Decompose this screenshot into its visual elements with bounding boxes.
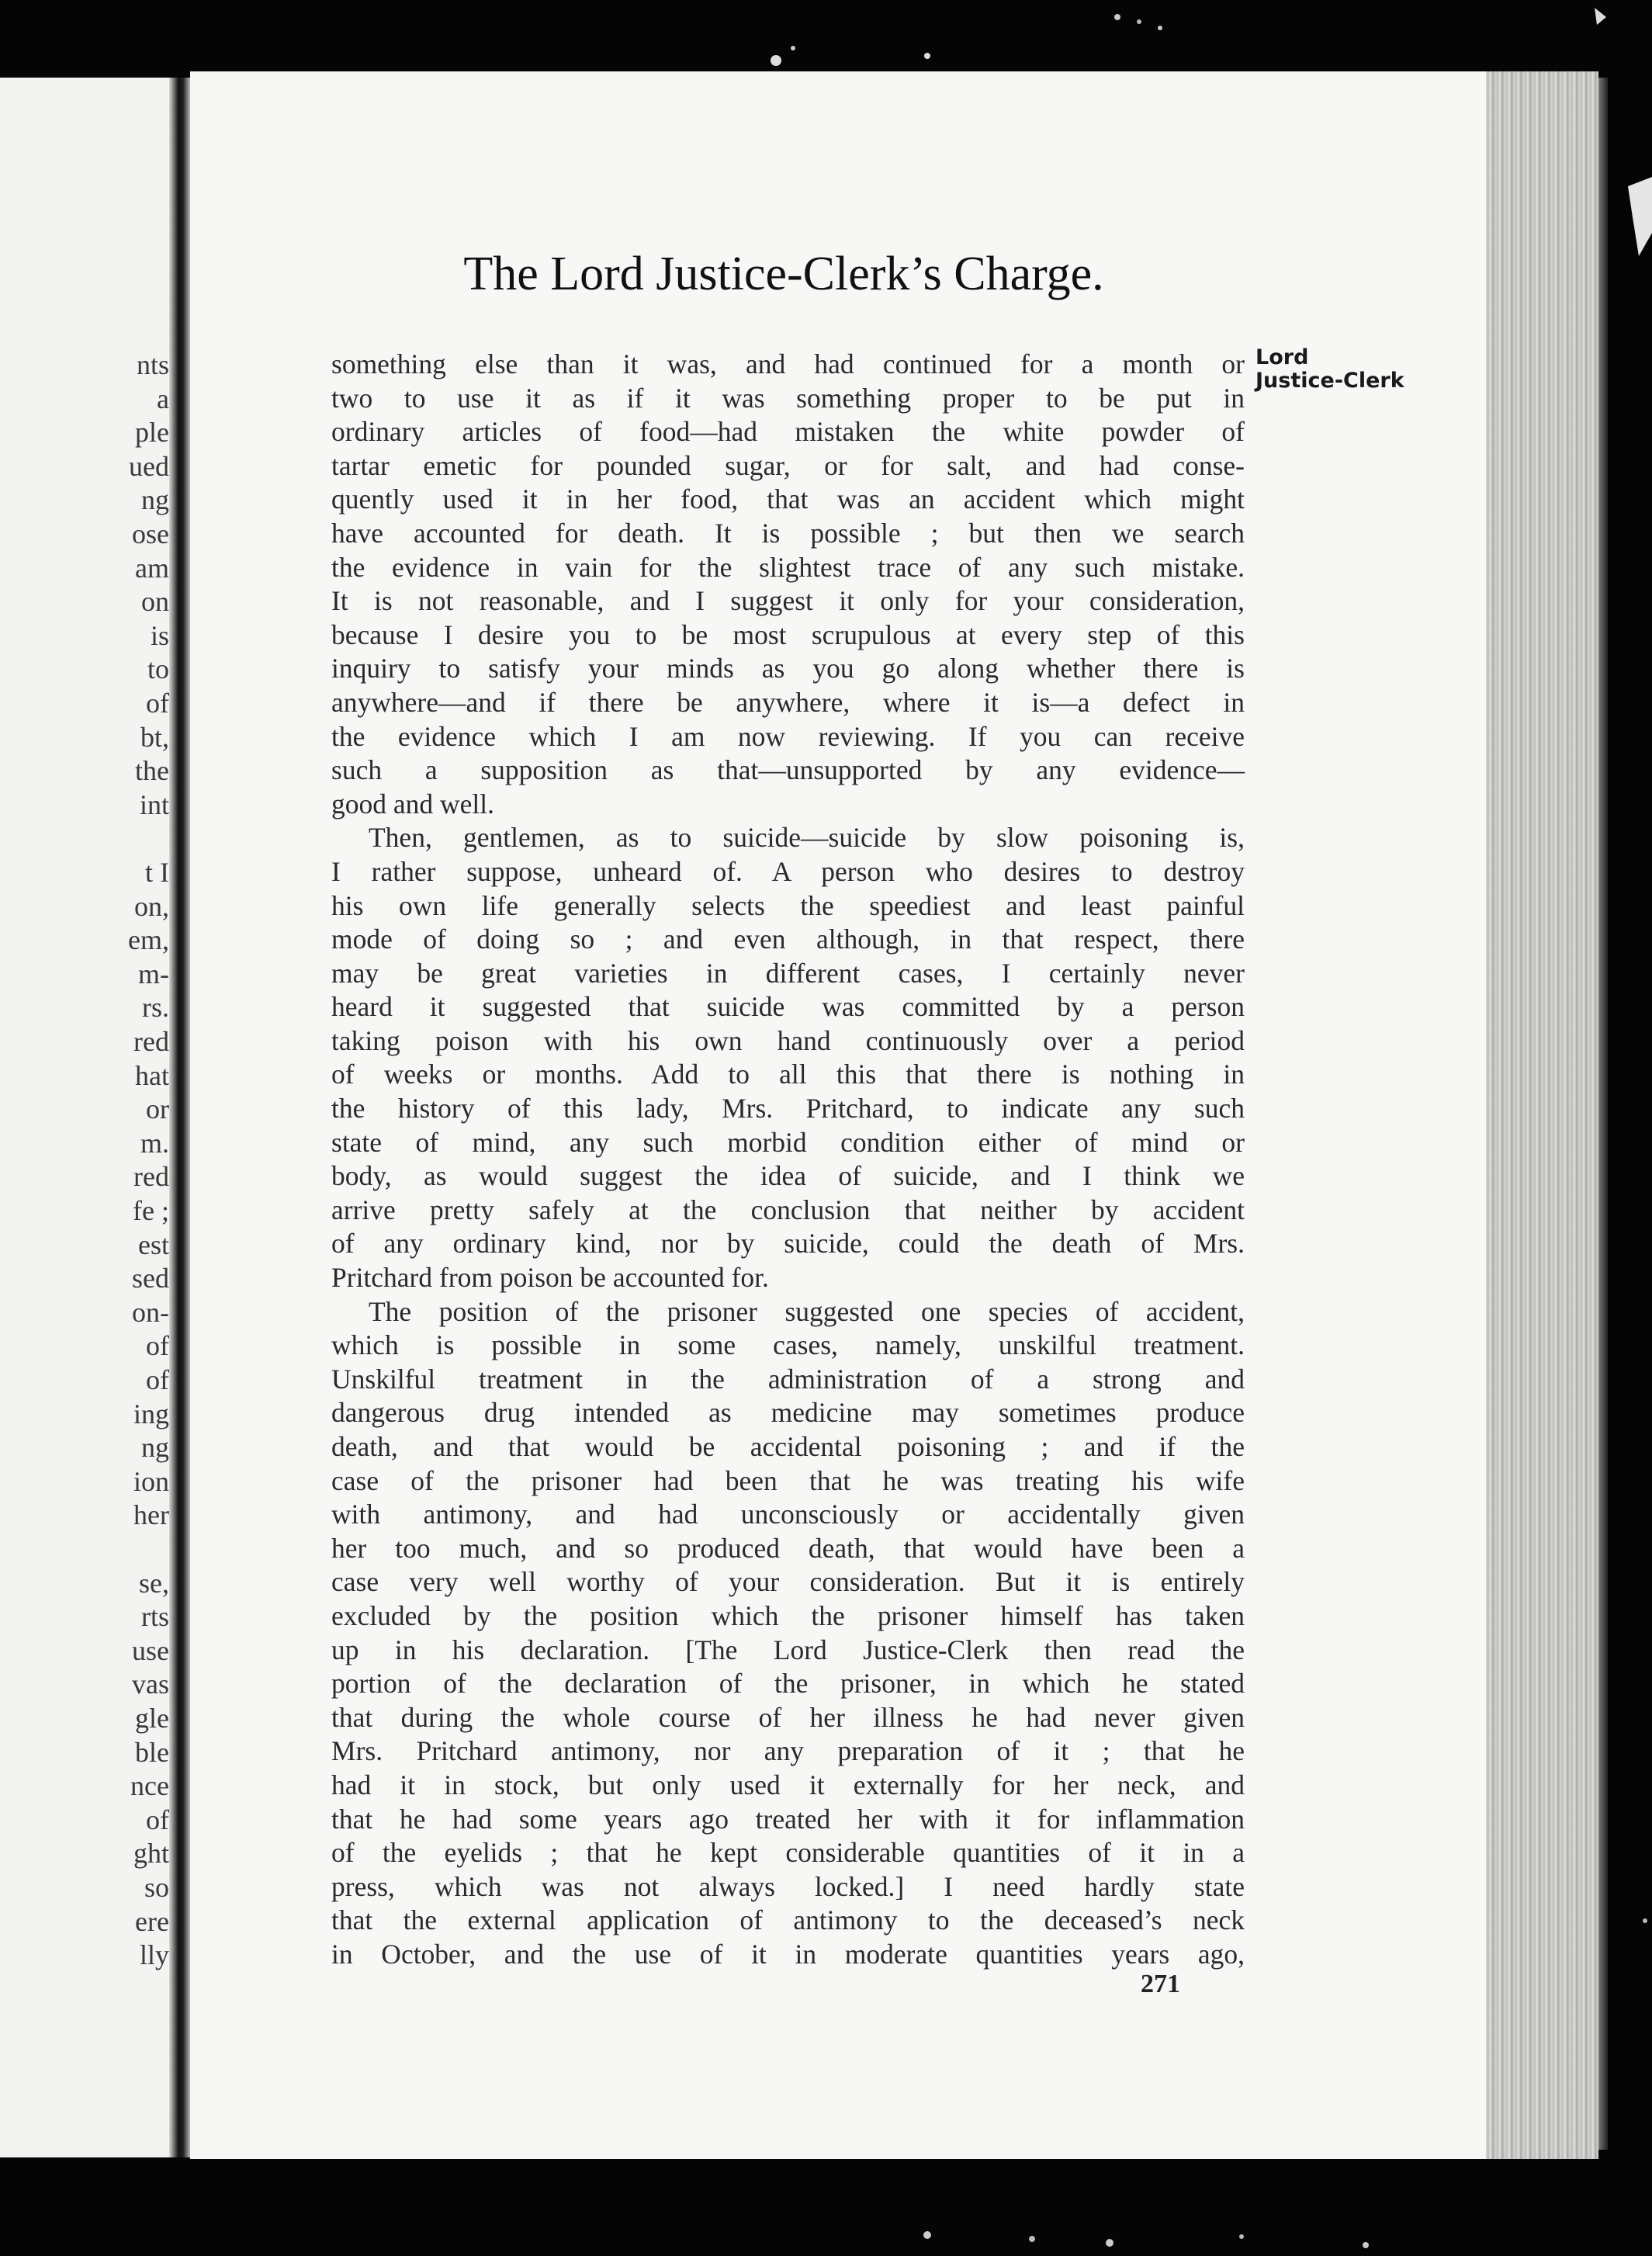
facing-page-fragment: of	[146, 1330, 169, 1362]
facing-page-fragment: em,	[128, 924, 169, 956]
marginal-note	[1255, 346, 1404, 393]
text-line: excluded by the position which the prisoner himself has taken	[331, 1599, 1245, 1631]
text-line: that the external application of antimony to the deceased’s neck	[331, 1904, 1245, 1936]
text-line: in October, and the use of it in moderate quantities years ago,	[331, 1938, 1245, 1970]
text-line: body, as would suggest the idea of suicide, and I think we	[331, 1160, 1245, 1192]
facing-page-fragment: sed	[132, 1263, 169, 1294]
text-line: ordinary articles of food—had mistaken the white powder of	[331, 416, 1245, 448]
text-line: heard it suggested that suicide was committed by a person	[331, 991, 1245, 1023]
text-line: with antimony, and had unconsciously or accidentally given	[331, 1499, 1245, 1530]
text-line: taking poison with his own hand continuously over a period	[331, 1024, 1245, 1056]
facing-page-fragment: m-	[138, 958, 169, 989]
facing-page-fragment: am	[135, 552, 169, 584]
facing-page-fragment: red	[133, 1161, 169, 1193]
page-edges	[1486, 71, 1598, 2159]
facing-page-fragment: ued	[129, 450, 169, 482]
text-line: tartar emetic for pounded sugar, or for salt, and had conse-	[331, 449, 1245, 481]
text-line: that during the whole course of her illness he had never given	[331, 1701, 1245, 1733]
facing-page-fragment: of	[146, 688, 169, 719]
text-line: portion of the declaration of the prisoner, in which he stated	[331, 1668, 1245, 1700]
text-line: which is possible in some cases, namely, unskilful treatment.	[331, 1329, 1245, 1361]
facing-page-fragment: use	[132, 1634, 169, 1666]
facing-page-fragment: lly	[139, 1939, 169, 1971]
facing-page-fragment: gle	[135, 1703, 169, 1734]
page-number: 271	[1141, 1970, 1180, 1998]
text-line: good and well.	[331, 788, 495, 820]
text-line: the evidence which I am now reviewing. If you can receive	[331, 720, 1245, 752]
text-line: have accounted for death. It is possible ; but then we search	[331, 517, 1245, 549]
facing-page-fragment: of	[146, 1364, 169, 1395]
facing-page-fragment: rts	[141, 1601, 169, 1633]
facing-page-fragment: a	[157, 383, 169, 414]
facing-page-fragment: on,	[134, 890, 169, 922]
facing-page-fragment: ose	[132, 518, 169, 549]
text-line: state of mind, any such morbid condition either of mind or	[331, 1126, 1245, 1158]
facing-page-fragment: rs.	[142, 992, 169, 1024]
text-line: death, and that would be accidental poisoning ; and if the	[331, 1431, 1245, 1462]
text-line: The position of the prisoner suggested one species of accident,	[369, 1295, 1245, 1327]
text-line: case of the prisoner had been that he was treating his wife	[331, 1464, 1245, 1496]
text-line: had it in stock, but only used it externally for her neck, and	[331, 1769, 1245, 1800]
text-line: Then, gentlemen, as to suicide—suicide by slow poisoning is,	[369, 822, 1245, 854]
facing-page-fragment: est	[138, 1228, 169, 1260]
text-line: that he had some years ago treated her with it for inflammation	[331, 1803, 1245, 1835]
marginal-note-line: Lord	[1255, 345, 1309, 369]
facing-page-fragment: fe ;	[133, 1195, 169, 1226]
facing-page-fragment: ion	[133, 1465, 169, 1497]
facing-page-fragment: of	[146, 1804, 169, 1835]
facing-page-fragment: t I	[145, 857, 169, 888]
text-line: something else than it was, and had continued for a month or	[331, 348, 1245, 379]
text-line: Pritchard from poison be accounted for.	[331, 1262, 769, 1294]
facing-page-fragment: bt,	[140, 721, 169, 753]
facing-page-fragment: ng	[141, 484, 169, 516]
facing-page-fragment: ing	[133, 1398, 169, 1429]
facing-page-fragment: red	[133, 1026, 169, 1057]
facing-page-fragment: so	[144, 1872, 169, 1903]
text-line: quently used it in her food, that was an accident which might	[331, 483, 1245, 515]
facing-page-fragment: on-	[132, 1296, 169, 1328]
text-line: up in his declaration. [The Lord Justice-Clerk then read the	[331, 1634, 1245, 1665]
text-line: It is not reasonable, and I suggest it only for your consideration,	[331, 585, 1245, 617]
facing-page-fragment: nts	[136, 349, 169, 380]
body-text	[331, 348, 1245, 1972]
facing-page-fragment: hat	[135, 1059, 169, 1091]
facing-page-fragment: m.	[140, 1127, 169, 1159]
facing-page-fragment: or	[146, 1093, 169, 1125]
text-line: her too much, and so produced death, that would have been a	[331, 1532, 1245, 1564]
text-line: anywhere—and if there be anywhere, where it is—a defect in	[331, 686, 1245, 718]
page-title: The Lord Justice-Clerk’s Charge.	[463, 248, 1104, 300]
facing-page-fragment: ght	[133, 1838, 169, 1870]
text-line: because I desire you to be most scrupulous at every step of this	[331, 619, 1245, 650]
book-gutter	[169, 78, 192, 2157]
text-line: such a supposition as that—unsupported by any evidence—	[331, 754, 1245, 786]
text-line: his own life generally selects the speediest and least painful	[331, 889, 1245, 921]
text-line: press, which was not always locked.] I need hardly state	[331, 1870, 1245, 1902]
text-line: of weeks or months. Add to all this that there is nothing in	[331, 1059, 1245, 1090]
facing-page-fragment: is	[150, 619, 169, 651]
facing-page-fragment: ble	[135, 1736, 169, 1768]
text-line: of the eyelids ; that he kept considerable quantities of it in a	[331, 1837, 1245, 1869]
text-line: I rather suppose, unheard of. A person who desires to destroy	[331, 855, 1245, 887]
text-line: dangerous drug intended as medicine may sometimes produce	[331, 1397, 1245, 1429]
text-line: Unskilful treatment in the administration of a strong and	[331, 1363, 1245, 1395]
page-edges-shadow	[1598, 78, 1608, 2150]
facing-page-fragment: nce	[130, 1770, 169, 1802]
facing-page-fragment: on	[141, 586, 169, 618]
facing-page-fragment: ng	[141, 1432, 169, 1464]
facing-page-fragment: her	[133, 1499, 169, 1531]
text-line: of any ordinary kind, nor by suicide, could the death of Mrs.	[331, 1228, 1245, 1260]
marginal-note-line: Justice-Clerk	[1255, 369, 1404, 393]
facing-page-fragment: ere	[135, 1905, 169, 1937]
facing-page-fragment: ple	[135, 417, 169, 449]
text-line: mode of doing so ; and even although, in that respect, there	[331, 924, 1245, 955]
facing-page-fragment: the	[135, 755, 169, 787]
facing-page	[0, 78, 169, 2157]
text-line: case very well worthy of your consideration. But it is entirely	[331, 1566, 1245, 1598]
text-line: two to use it as if it was something proper to be put in	[331, 382, 1245, 414]
facing-page-fragment: vas	[132, 1669, 169, 1700]
text-line: the history of this lady, Mrs. Pritchard, to indicate any such	[331, 1093, 1245, 1125]
text-line: may be great varieties in different cases, I certainly never	[331, 957, 1245, 989]
facing-page-fragment: se,	[139, 1567, 169, 1599]
text-line: Mrs. Pritchard antimony, nor any preparation of it ; that he	[331, 1735, 1245, 1767]
facing-page-fragment: to	[147, 653, 169, 685]
text-line: inquiry to satisfy your minds as you go along whether there is	[331, 653, 1245, 684]
text-line: arrive pretty safely at the conclusion that neither by accident	[331, 1194, 1245, 1225]
facing-page-fragment: int	[139, 788, 169, 820]
text-line: the evidence in vain for the slightest trace of any such mistake.	[331, 551, 1245, 583]
